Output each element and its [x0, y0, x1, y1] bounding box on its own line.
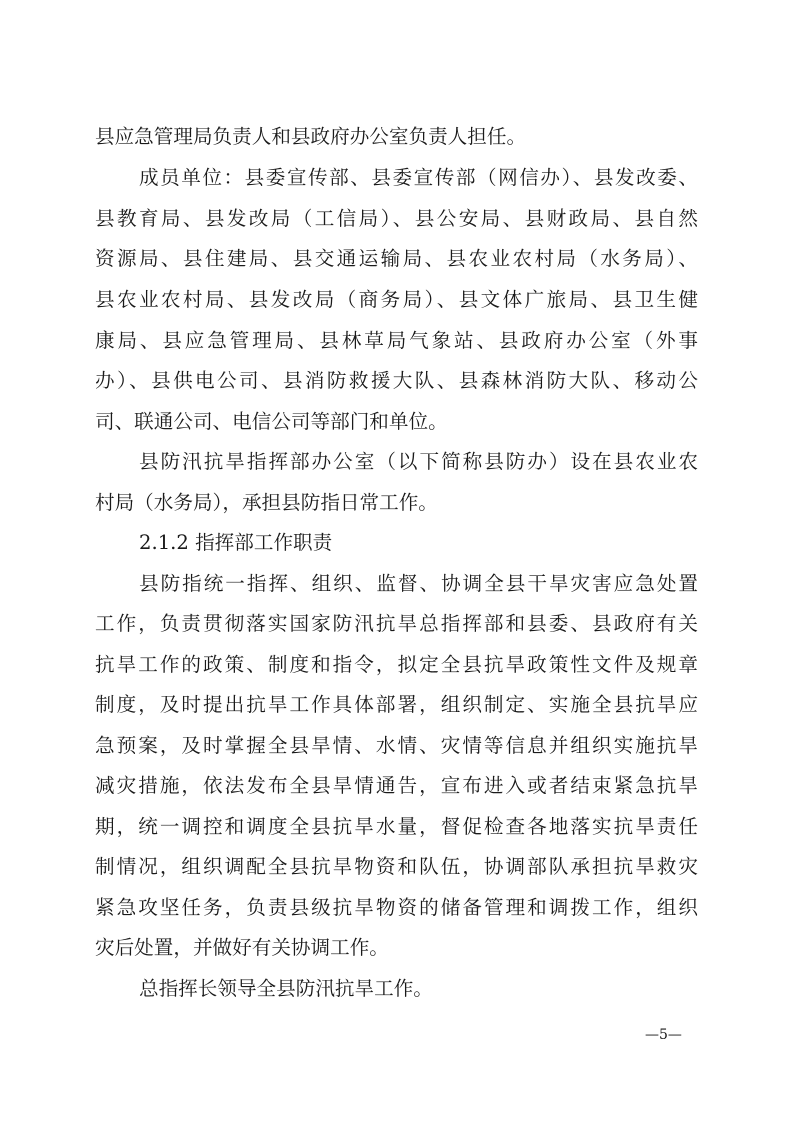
body-text-line: 工作，负责贯彻落实国家防汛抗旱总指挥部和县委、县政府有关	[95, 612, 698, 635]
body-text-line: 县农业农村局、县发改局（商务局）、县文体广旅局、县卫生健	[95, 288, 698, 311]
body-text-line: 总指挥长领导全县防汛抗旱工作。	[139, 977, 433, 1000]
body-text-line: 抗旱工作的政策、制度和指令，拟定全县抗旱政策性文件及规章	[95, 653, 698, 676]
body-text-line: 村局（水务局），承担县防指日常工作。	[95, 491, 438, 514]
body-text-line: 县教育局、县发改局（工信局）、县公安局、县财政局、县自然	[95, 207, 698, 230]
body-text-line: 期，统一调控和调度全县抗旱水量，督促检查各地落实抗旱责任	[95, 815, 698, 838]
body-text-line: 急预案，及时掌握全县旱情、水情、灾情等信息并组织实施抗旱	[95, 734, 698, 757]
section-heading: 2.1.2 指挥部工作职责	[139, 531, 333, 554]
body-text-line: 县应急管理局负责人和县政府办公室负责人担任。	[95, 125, 527, 148]
body-text-line: 办）、县供电公司、县消防救援大队、县森林消防大队、移动公	[95, 369, 698, 392]
body-text-line: 制情况，组织调配全县抗旱物资和队伍，协调部队承担抗旱救灾	[95, 855, 698, 878]
body-text-line: 司、联通公司、电信公司等部门和单位。	[95, 410, 448, 433]
body-text-line: 县防指统一指挥、组织、监督、协调全县干旱灾害应急处置	[139, 572, 698, 595]
body-text-line: 县防汛抗旱指挥部办公室（以下简称县防办）设在县农业农	[139, 450, 698, 473]
body-text-line: 康局、县应急管理局、县林草局气象站、县政府办公室（外事	[95, 329, 698, 352]
body-text-line: 制度，及时提出抗旱工作具体部署，组织制定、实施全县抗旱应	[95, 693, 698, 716]
body-text-line: 紧急攻坚任务，负责县级抗旱物资的储备管理和调拨工作，组织	[95, 896, 698, 919]
body-text-line: 成员单位：县委宣传部、县委宣传部（网信办）、县发改委、	[139, 166, 698, 189]
page-number: —5—	[645, 1027, 682, 1043]
body-text-line: 灾后处置，并做好有关协调工作。	[95, 936, 389, 959]
body-text-line: 减灾措施，依法发布全县旱情通告，宣布进入或者结束紧急抗旱	[95, 774, 698, 797]
body-text-line: 资源局、县住建局、县交通运输局、县农业农村局（水务局）、	[95, 247, 698, 270]
